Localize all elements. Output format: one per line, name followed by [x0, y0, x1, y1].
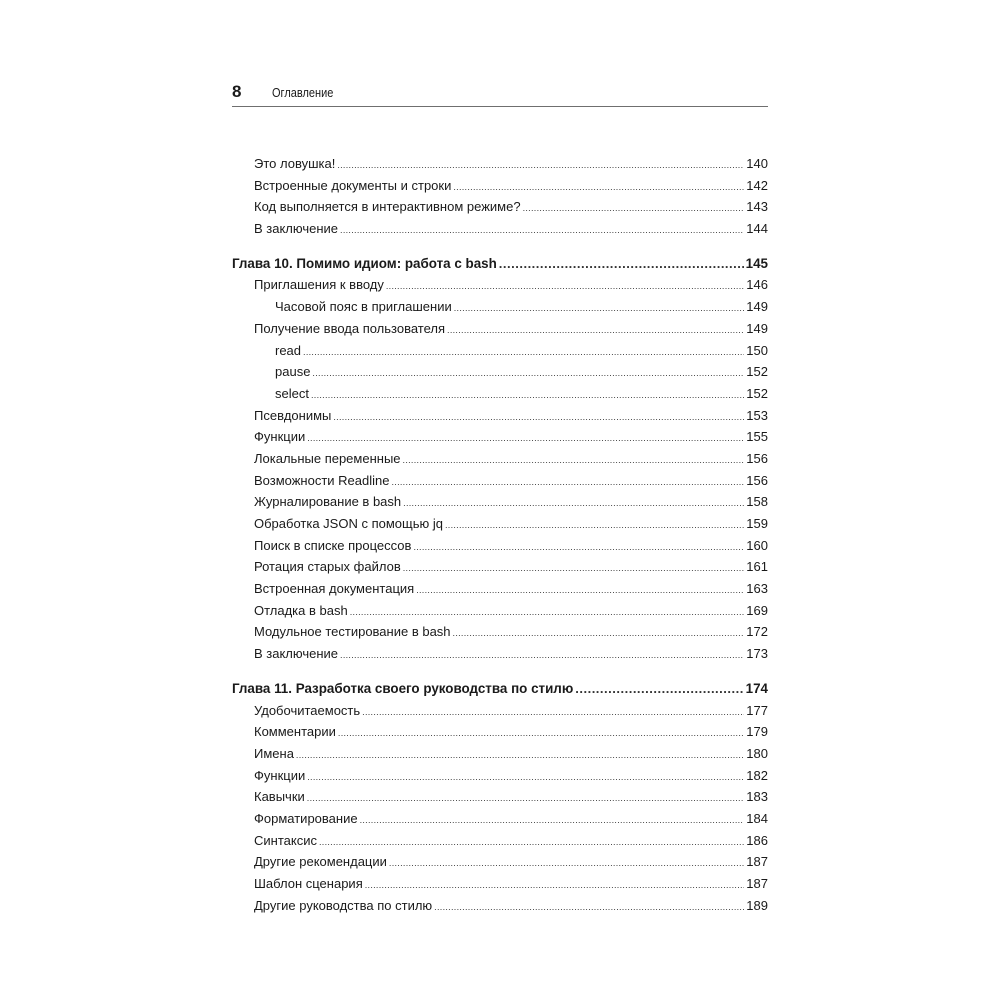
dot-leader	[413, 535, 744, 559]
toc-entry-title: В заключение	[254, 221, 339, 237]
toc-entry-page: 161	[746, 559, 768, 575]
toc-entry	[232, 175, 768, 197]
dot-leader	[445, 513, 744, 537]
toc-entry-page: 180	[746, 745, 768, 761]
toc-entry-title: Ротация старых файлов	[254, 559, 401, 575]
toc-entry-title: pause	[275, 364, 311, 380]
toc-entry	[232, 218, 768, 240]
toc-entry	[232, 743, 768, 765]
toc-entry	[232, 643, 768, 665]
toc-entry-title: Журналирование в bash	[254, 494, 402, 510]
toc-entry	[232, 600, 768, 622]
toc-entry-page: 174	[745, 680, 768, 696]
dot-leader	[340, 643, 744, 667]
toc-entry-page: 179	[746, 724, 768, 740]
toc-entry-title: Комментарии	[254, 724, 336, 740]
dot-leader	[312, 361, 744, 385]
toc-entry-page: 160	[746, 537, 768, 553]
toc-entry	[232, 296, 768, 318]
toc-entry	[232, 196, 768, 218]
page-header	[232, 82, 768, 107]
toc-chapter-entry	[232, 253, 768, 275]
toc-entry-title: Функции	[254, 767, 306, 783]
toc-entry	[232, 721, 768, 743]
toc-entry	[232, 470, 768, 492]
toc-entry-title: Приглашения к вводу	[254, 277, 384, 293]
toc-entry	[232, 895, 768, 917]
toc-entry-title: Другие руководства по стилю	[254, 897, 433, 913]
dot-leader	[403, 448, 745, 472]
dot-leader	[453, 175, 744, 199]
dot-leader	[303, 340, 744, 364]
toc-entry-title: Псевдонимы	[254, 407, 332, 423]
toc-entry	[232, 405, 768, 427]
toc-entry	[232, 786, 768, 808]
toc-entry-page: 149	[746, 320, 768, 336]
toc-entry	[232, 830, 768, 852]
toc-entry	[232, 383, 768, 405]
toc-entry-page: 156	[746, 450, 768, 466]
dot-leader	[499, 253, 744, 275]
toc-entry-title: read	[275, 342, 302, 358]
toc-entry-title: Встроенная документация	[254, 581, 415, 597]
toc-entry	[232, 556, 768, 578]
toc-entry-page: 146	[746, 277, 768, 293]
dot-leader	[523, 196, 745, 220]
toc-entry-title: Отладка в bash	[254, 602, 348, 618]
dot-leader	[453, 621, 745, 645]
dot-leader	[340, 218, 744, 242]
toc-entry-page: 143	[746, 199, 768, 215]
toc-entry-page: 183	[746, 789, 768, 805]
toc-entry	[232, 700, 768, 722]
toc-entry-page: 145	[745, 255, 768, 271]
toc-entry-title: В заключение	[254, 646, 339, 662]
dot-leader	[338, 721, 744, 745]
toc-entry-title: Удобочитаемость	[254, 702, 361, 718]
toc-entry-page: 158	[746, 494, 768, 510]
toc-entry-page: 144	[746, 221, 768, 237]
dot-leader	[575, 678, 743, 700]
toc-entry-page: 140	[746, 156, 768, 171]
toc-entry	[232, 873, 768, 895]
toc-entry-page: 186	[746, 832, 768, 848]
dot-leader	[311, 383, 744, 407]
dot-leader	[403, 556, 745, 580]
dot-leader	[350, 600, 745, 624]
dot-leader	[454, 296, 745, 320]
toc-entry-title: Форматирование	[254, 810, 358, 826]
dot-leader	[307, 765, 744, 789]
toc-entry-title: Кавычки	[254, 789, 305, 805]
toc-entry-title: Глава 11. Разработка своего руководства по стилю	[232, 680, 574, 696]
dot-leader	[447, 318, 744, 342]
toc-entry-title: Часовой пояс в приглашении	[275, 299, 452, 315]
dot-leader	[389, 851, 744, 875]
toc-entry-title: Встроенные документы и строки	[254, 177, 452, 193]
toc-entry	[232, 318, 768, 340]
toc-entry	[232, 765, 768, 787]
toc-entry-page: 173	[746, 646, 768, 662]
toc-chapter-entry	[232, 678, 768, 700]
page-number: 8	[232, 82, 242, 101]
dot-leader	[386, 274, 744, 298]
toc-entry	[232, 808, 768, 830]
toc-entry-page: 184	[746, 810, 768, 826]
running-title: Оглавление	[272, 86, 334, 100]
toc-entry-page: 187	[746, 854, 768, 870]
toc-entry-title: Это ловушка!	[254, 156, 336, 171]
dot-leader	[319, 830, 744, 854]
toc-entry	[232, 340, 768, 362]
toc-entry-page: 153	[746, 407, 768, 423]
toc-entry	[232, 274, 768, 296]
toc-entry	[232, 153, 768, 175]
toc-entry-title: Обработка JSON с помощью jq	[254, 516, 443, 531]
toc-entry-page: 149	[746, 299, 768, 315]
toc-entry	[232, 535, 768, 557]
toc-entry-page: 187	[746, 876, 768, 891]
toc-entry-page: 169	[746, 602, 768, 618]
toc-entry-page: 182	[746, 767, 768, 783]
dot-leader	[296, 743, 744, 767]
toc-entry-page: 152	[746, 385, 768, 401]
toc-entry	[232, 851, 768, 873]
toc-entry-page: 152	[746, 364, 768, 380]
toc-entry-title: Имена	[254, 745, 294, 761]
toc-entry-title: Возможности Readline	[254, 472, 390, 488]
dot-leader	[365, 873, 745, 897]
dot-leader	[362, 700, 744, 724]
toc-entry-title: Синтаксис	[254, 832, 317, 848]
toc-entry-title: Другие рекомендации	[254, 854, 387, 870]
toc-entry-page: 150	[746, 342, 768, 358]
toc-entry	[232, 448, 768, 470]
toc-entry-page: 177	[746, 702, 768, 718]
dot-leader	[307, 786, 745, 810]
toc-entry-title: Модульное тестирование в bash	[254, 624, 451, 640]
toc-entry	[232, 578, 768, 600]
table-of-contents	[232, 153, 768, 916]
toc-entry-page: 172	[746, 624, 768, 640]
toc-entry-title: Функции	[254, 429, 306, 445]
toc-entry	[232, 491, 768, 513]
toc-entry	[232, 621, 768, 643]
toc-entry	[232, 426, 768, 448]
toc-entry	[232, 513, 768, 535]
toc-entry-page: 159	[746, 516, 768, 531]
dot-leader	[307, 426, 744, 450]
toc-entry-title: Шаблон сценария	[254, 876, 363, 891]
dot-leader	[337, 153, 744, 177]
dot-leader	[333, 405, 744, 429]
toc-entry-title: Получение ввода пользователя	[254, 320, 446, 336]
toc-entry-page: 156	[746, 472, 768, 488]
toc-entry-page: 163	[746, 581, 768, 597]
toc-entry-page: 189	[746, 897, 768, 913]
toc-entry	[232, 361, 768, 383]
toc-entry-title: Поиск в списке процессов	[254, 537, 412, 553]
dot-leader	[403, 491, 744, 515]
toc-entry-page: 142	[746, 177, 768, 193]
dot-leader	[416, 578, 744, 602]
dot-leader	[360, 808, 745, 832]
toc-entry-title: Код выполняется в интерактивном режиме?	[254, 199, 521, 215]
toc-entry-page: 155	[746, 429, 768, 445]
dot-leader	[434, 895, 744, 919]
toc-entry-title: select	[275, 385, 309, 401]
toc-entry-title: Глава 10. Помимо идиом: работа с bash	[232, 255, 497, 271]
toc-entry-title: Локальные переменные	[254, 450, 401, 466]
dot-leader	[391, 470, 744, 494]
